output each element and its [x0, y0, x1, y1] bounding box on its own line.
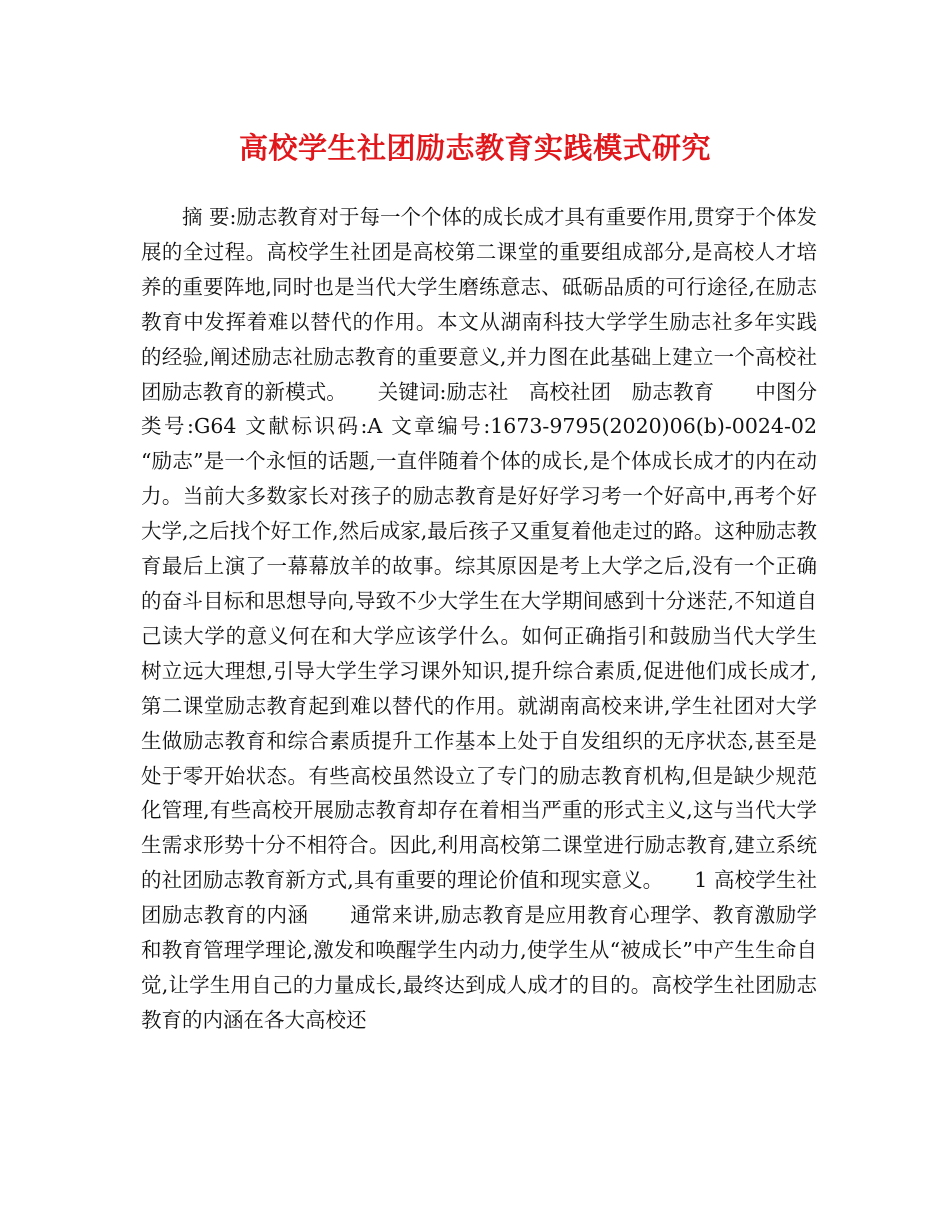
- body-paragraph: 摘 要:励志教育对于每一个个体的成长成才具有重要作用,贯穿于个体发展的全过程。高校学生社团是高校第二课堂的重要组成部分,是高校人才培养的重要阵地,同时也是当代大学生磨练意志、砥砺品质的可行途径,在励志教育中发挥着难以替代的作用。本文从湖南科技大学学生励志社多年实践的经验,阐述励志社励志教育的重要意义,并力图在此基础上建立一个高校社团励志教育的新模式。 关键词:励志社 高校社团 励志教育 中图分类号:G64 文献标识码:A 文章编号:1673-9795(2020)06(b)-0024-02 “励志”是一个永恒的话题,一直伴随着个体的成长,是个体成长成才的内在动力。当前大多数家长对孩子的励志教育是好好学习考一个好高中,再考个好大学,之后找个好工作,然后成家,最后孩子又重复着他走过的路。这种励志教育最后上演了一幕幕放羊的故事。综其原因是考上大学之后,没有一个正确的奋斗目标和思想导向,导致不少大学生在大学期间感到十分迷茫,不知道自己读大学的意义何在和大学应该学什么。如何正确指引和鼓励当代大学生树立远大理想,引导大学生学习课外知识,提升综合素质,促进他们成长成才,第二课堂励志教育起到难以替代的作用。就湖南高校来讲,学生社团对大学生做励志教育和综合素质提升工作基本上处于自发组织的无序状态,甚至是处于零开始状态。有些高校虽然设立了专门的励志教育机构,但是缺少规范化管理,有些高校开展励志教育却存在着相当严重的形式主义,这与当代大学生需求形势十分不相符合。因此,利用高校第二课堂进行励志教育,建立系统的社团励志教育新方式,具有重要的理论价值和现实意义。 1 高校学生社团励志教育的内涵 通常来讲,励志教育是应用教育心理学、教育激励学和教育管理学理论,激发和唤醒学生内动力,使学生从“被成长”中产生生命自觉,让学生用自己的力量成长,最终达到成人成才的目的。高校学生社团励志教育的内涵在各大高校还: [141, 205, 858, 1032]
- document-body: [141, 200, 858, 1038]
- document-title: 高校学生社团励志教育实践模式研究: [238, 131, 711, 165]
